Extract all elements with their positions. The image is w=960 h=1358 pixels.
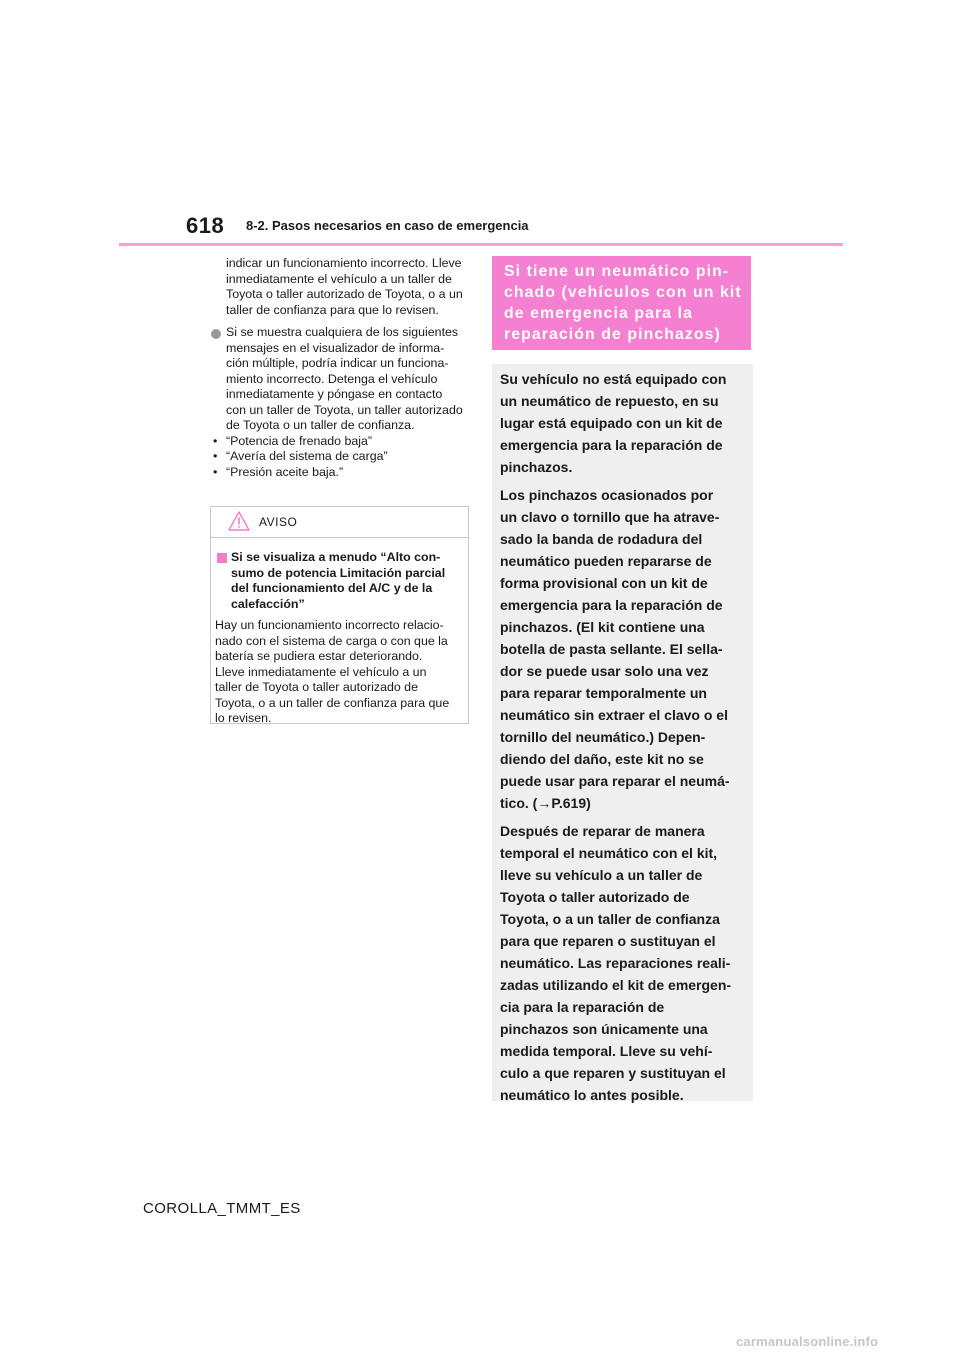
section-title-box xyxy=(492,256,751,350)
text-line: puede usar para reparar el neumá- xyxy=(500,773,730,789)
text-line: forma provisional con un kit de xyxy=(500,575,708,591)
title-line: de emergencia para la xyxy=(504,305,694,322)
text-line: tornillo del neumático.) Depen- xyxy=(500,729,706,745)
text-line: botella de pasta sellante. El sella- xyxy=(500,641,723,657)
aviso-title xyxy=(215,550,460,612)
text-line: Los pinchazos ocasionados por xyxy=(500,487,714,503)
text-line: taller de confianza para que lo revisen. xyxy=(226,302,439,317)
text-line: neumático lo antes posible. xyxy=(500,1087,684,1103)
text-line: inmediatamente el vehículo a un taller de xyxy=(226,271,452,286)
text-line: con un taller de Toyota, un taller autorizado xyxy=(226,402,463,417)
bullet-item xyxy=(210,325,472,434)
section-title xyxy=(504,261,743,345)
text-line: dor se puede usar solo una vez xyxy=(500,663,709,679)
text-line: culo a que reparen y sustituyan el xyxy=(500,1065,726,1081)
text-line: inmediatamente y póngase en contacto xyxy=(226,387,443,401)
message-text: “Presión aceite baja.” xyxy=(226,464,344,479)
panel-paragraph xyxy=(500,484,745,814)
intro-paragraph xyxy=(210,256,472,318)
text-line: sumo de potencia Limitación parcial xyxy=(231,565,446,580)
page-number: 618 xyxy=(186,213,225,238)
bullet-text xyxy=(226,325,472,434)
text-line: nado con el sistema de carga o con que la xyxy=(215,633,448,648)
text-line: taller de Toyota o taller autorizado de xyxy=(215,680,418,694)
header-rule xyxy=(119,243,843,246)
square-bullet-icon xyxy=(217,553,227,563)
text-line: Si se muestra cualquiera de los siguientes xyxy=(226,325,459,339)
list-bullet-icon: • xyxy=(213,433,218,448)
text-line: neumático. Las reparaciones reali- xyxy=(500,955,731,971)
text-line: pinchazos son únicamente una xyxy=(500,1021,708,1037)
text-line: sado la banda de rodadura del xyxy=(500,531,703,547)
text-line: para que reparen o sustituyan el xyxy=(500,933,716,949)
text-line: medida temporal. Lleve su vehí- xyxy=(500,1043,713,1059)
text-line: ción múltiple, podría indicar un funciona- xyxy=(226,356,449,370)
text-line: pinchazos. xyxy=(500,459,573,475)
message-item xyxy=(210,449,472,465)
text-line: emergencia para la reparación de xyxy=(500,597,723,613)
panel-paragraph xyxy=(500,820,745,1106)
text-line: del funcionamiento del A/C y de la xyxy=(231,581,433,595)
text-line: cia para la reparación de xyxy=(500,999,665,1015)
list-bullet-icon: • xyxy=(213,464,218,479)
watermark: carmanualsonline.info xyxy=(736,1334,879,1349)
info-panel xyxy=(492,364,753,1101)
text-line: neumático pueden repararse de xyxy=(500,553,712,569)
text-line: Si se visualiza a menudo “Alto con- xyxy=(231,550,441,564)
section-heading: 8-2. Pasos necesarios en caso de emergencia xyxy=(246,218,529,233)
text-line: Lleve inmediatamente el vehículo a un xyxy=(215,664,427,679)
title-line: chado (vehículos con un kit xyxy=(504,284,742,301)
text-line: Su vehículo no está equipado con xyxy=(500,371,727,387)
message-text: “Potencia de frenado baja” xyxy=(226,433,373,448)
text-line: lo revisen. xyxy=(215,711,272,725)
text-line: para reparar temporalmente un xyxy=(500,685,707,701)
message-item xyxy=(210,465,472,481)
text-line: de Toyota o un taller de confianza. xyxy=(226,418,415,432)
text-line: tico. (→P.619) xyxy=(500,795,591,811)
text-line: diendo del daño, este kit no se xyxy=(500,751,704,767)
text-line: Toyota, o a un taller de confianza xyxy=(500,911,720,927)
text-line: temporal el neumático con el kit, xyxy=(500,845,718,861)
aviso-label: AVISO xyxy=(259,515,298,529)
text-line: un neumático de repuesto, en su xyxy=(500,393,719,409)
text-line: pinchazos. (El kit contiene una xyxy=(500,619,705,635)
warning-triangle-icon xyxy=(227,510,251,532)
aviso-body xyxy=(211,538,468,727)
text-line: Después de reparar de manera xyxy=(500,823,705,839)
bullet-dot-icon xyxy=(211,329,221,339)
aviso-box xyxy=(210,506,469,724)
aviso-text xyxy=(215,618,460,727)
text-line: Toyota o taller autorizado de Toyota, o a un xyxy=(226,287,463,301)
message-list xyxy=(210,434,472,481)
text-line: mensajes en el visualizador de informa- xyxy=(226,340,445,355)
text-line: emergencia para la reparación de xyxy=(500,437,723,453)
text-line: lleve su vehículo a un taller de xyxy=(500,867,703,883)
title-line: reparación de pinchazos) xyxy=(504,326,721,343)
text-line: lugar está equipado con un kit de xyxy=(500,415,723,431)
text-line: miento incorrecto. Detenga el vehículo xyxy=(226,371,438,386)
text-line: batería se pudiera estar deteriorando. xyxy=(215,649,423,663)
text-line: zadas utilizando el kit de emergen- xyxy=(500,977,732,993)
title-line: Si tiene un neumático pin- xyxy=(504,263,730,280)
text-line: Toyota o taller autorizado de xyxy=(500,889,690,905)
message-item xyxy=(210,434,472,450)
text-line: Toyota, o a un taller de confianza para que xyxy=(215,695,450,710)
aviso-header xyxy=(211,507,468,538)
list-bullet-icon: • xyxy=(213,449,218,463)
panel-paragraph xyxy=(500,368,745,478)
text-line: calefacción” xyxy=(231,596,305,611)
text-line: indicar un funcionamiento incorrecto. Lleve xyxy=(226,256,462,270)
left-column xyxy=(210,256,472,480)
footer-code: COROLLA_TMMT_ES xyxy=(143,1200,301,1217)
text-line: Hay un funcionamiento incorrecto relacio- xyxy=(215,618,444,632)
text-line: neumático sin extraer el clavo o el xyxy=(500,707,728,723)
message-text: “Avería del sistema de carga” xyxy=(226,449,388,463)
text-line: un clavo o tornillo que ha atrave- xyxy=(500,509,720,525)
